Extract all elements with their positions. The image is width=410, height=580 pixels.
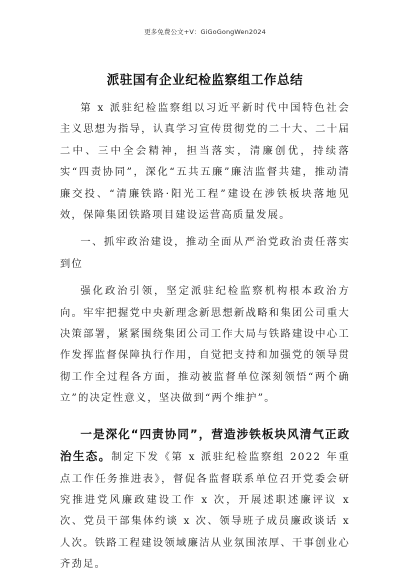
paragraph-four-responsibilities <box>60 424 350 576</box>
paragraph-political-guidance: 强化政治引领，坚定派驻纪检监察机构根本政治方向。牢牢把握党中央新理念新思想新战略和集团公司重大决策部署，紧紧围绕集团公司工作大局与铁路建设中心工作发挥监督保障执行作用，自觉把支持和加强党的领导贯彻工作全过程各方面，推动被监督单位深刻领悟“两个确立”的决定性意义，坚决做到“两个维护”。 <box>60 286 350 405</box>
paragraph-lead-bold: 一是深化“四责协同”，营造涉铁板块风清气正政治生态。 <box>60 426 350 464</box>
header-note: 更多免费公文+V：GiGoGongWen2024 <box>144 28 266 36</box>
section-heading-one: 一、抓牢政治建设，推动全面从严治党政治责任落实到位 <box>60 237 350 270</box>
document-title: 派驻国有企业纪检监察组工作总结 <box>106 72 304 87</box>
intro-paragraph: 第 x 派驻纪检监察组以习近平新时代中国特色社会主义思想为指导，认真学习宣传贯彻党的二十大、二十届二中、三中全会精神，担当落实，清廉创优，持续落实“四责协同”，深化“五共五廉”廉洁监督共建，推动清廉交投、“清廉铁路·阳光工程”建设在涉铁板块落地见效，保障集团铁路项目建设运营高质量发展。 <box>60 103 350 222</box>
paragraph-body-text: 制定下发《第 x 派驻纪检监察组 2022 年重点工作任务推进表》，督促各监督联系单位召开党委会研究推进党风廉政建设工作 x 次，开展述职述廉评议 x 次、党员干部集体约谈 x 次、领导班子成员廉政谈话 x 人次。铁路工程建设领域廉洁从业氛围浓厚、干事创业心齐劲足。 <box>60 452 350 571</box>
document-body <box>60 98 350 576</box>
